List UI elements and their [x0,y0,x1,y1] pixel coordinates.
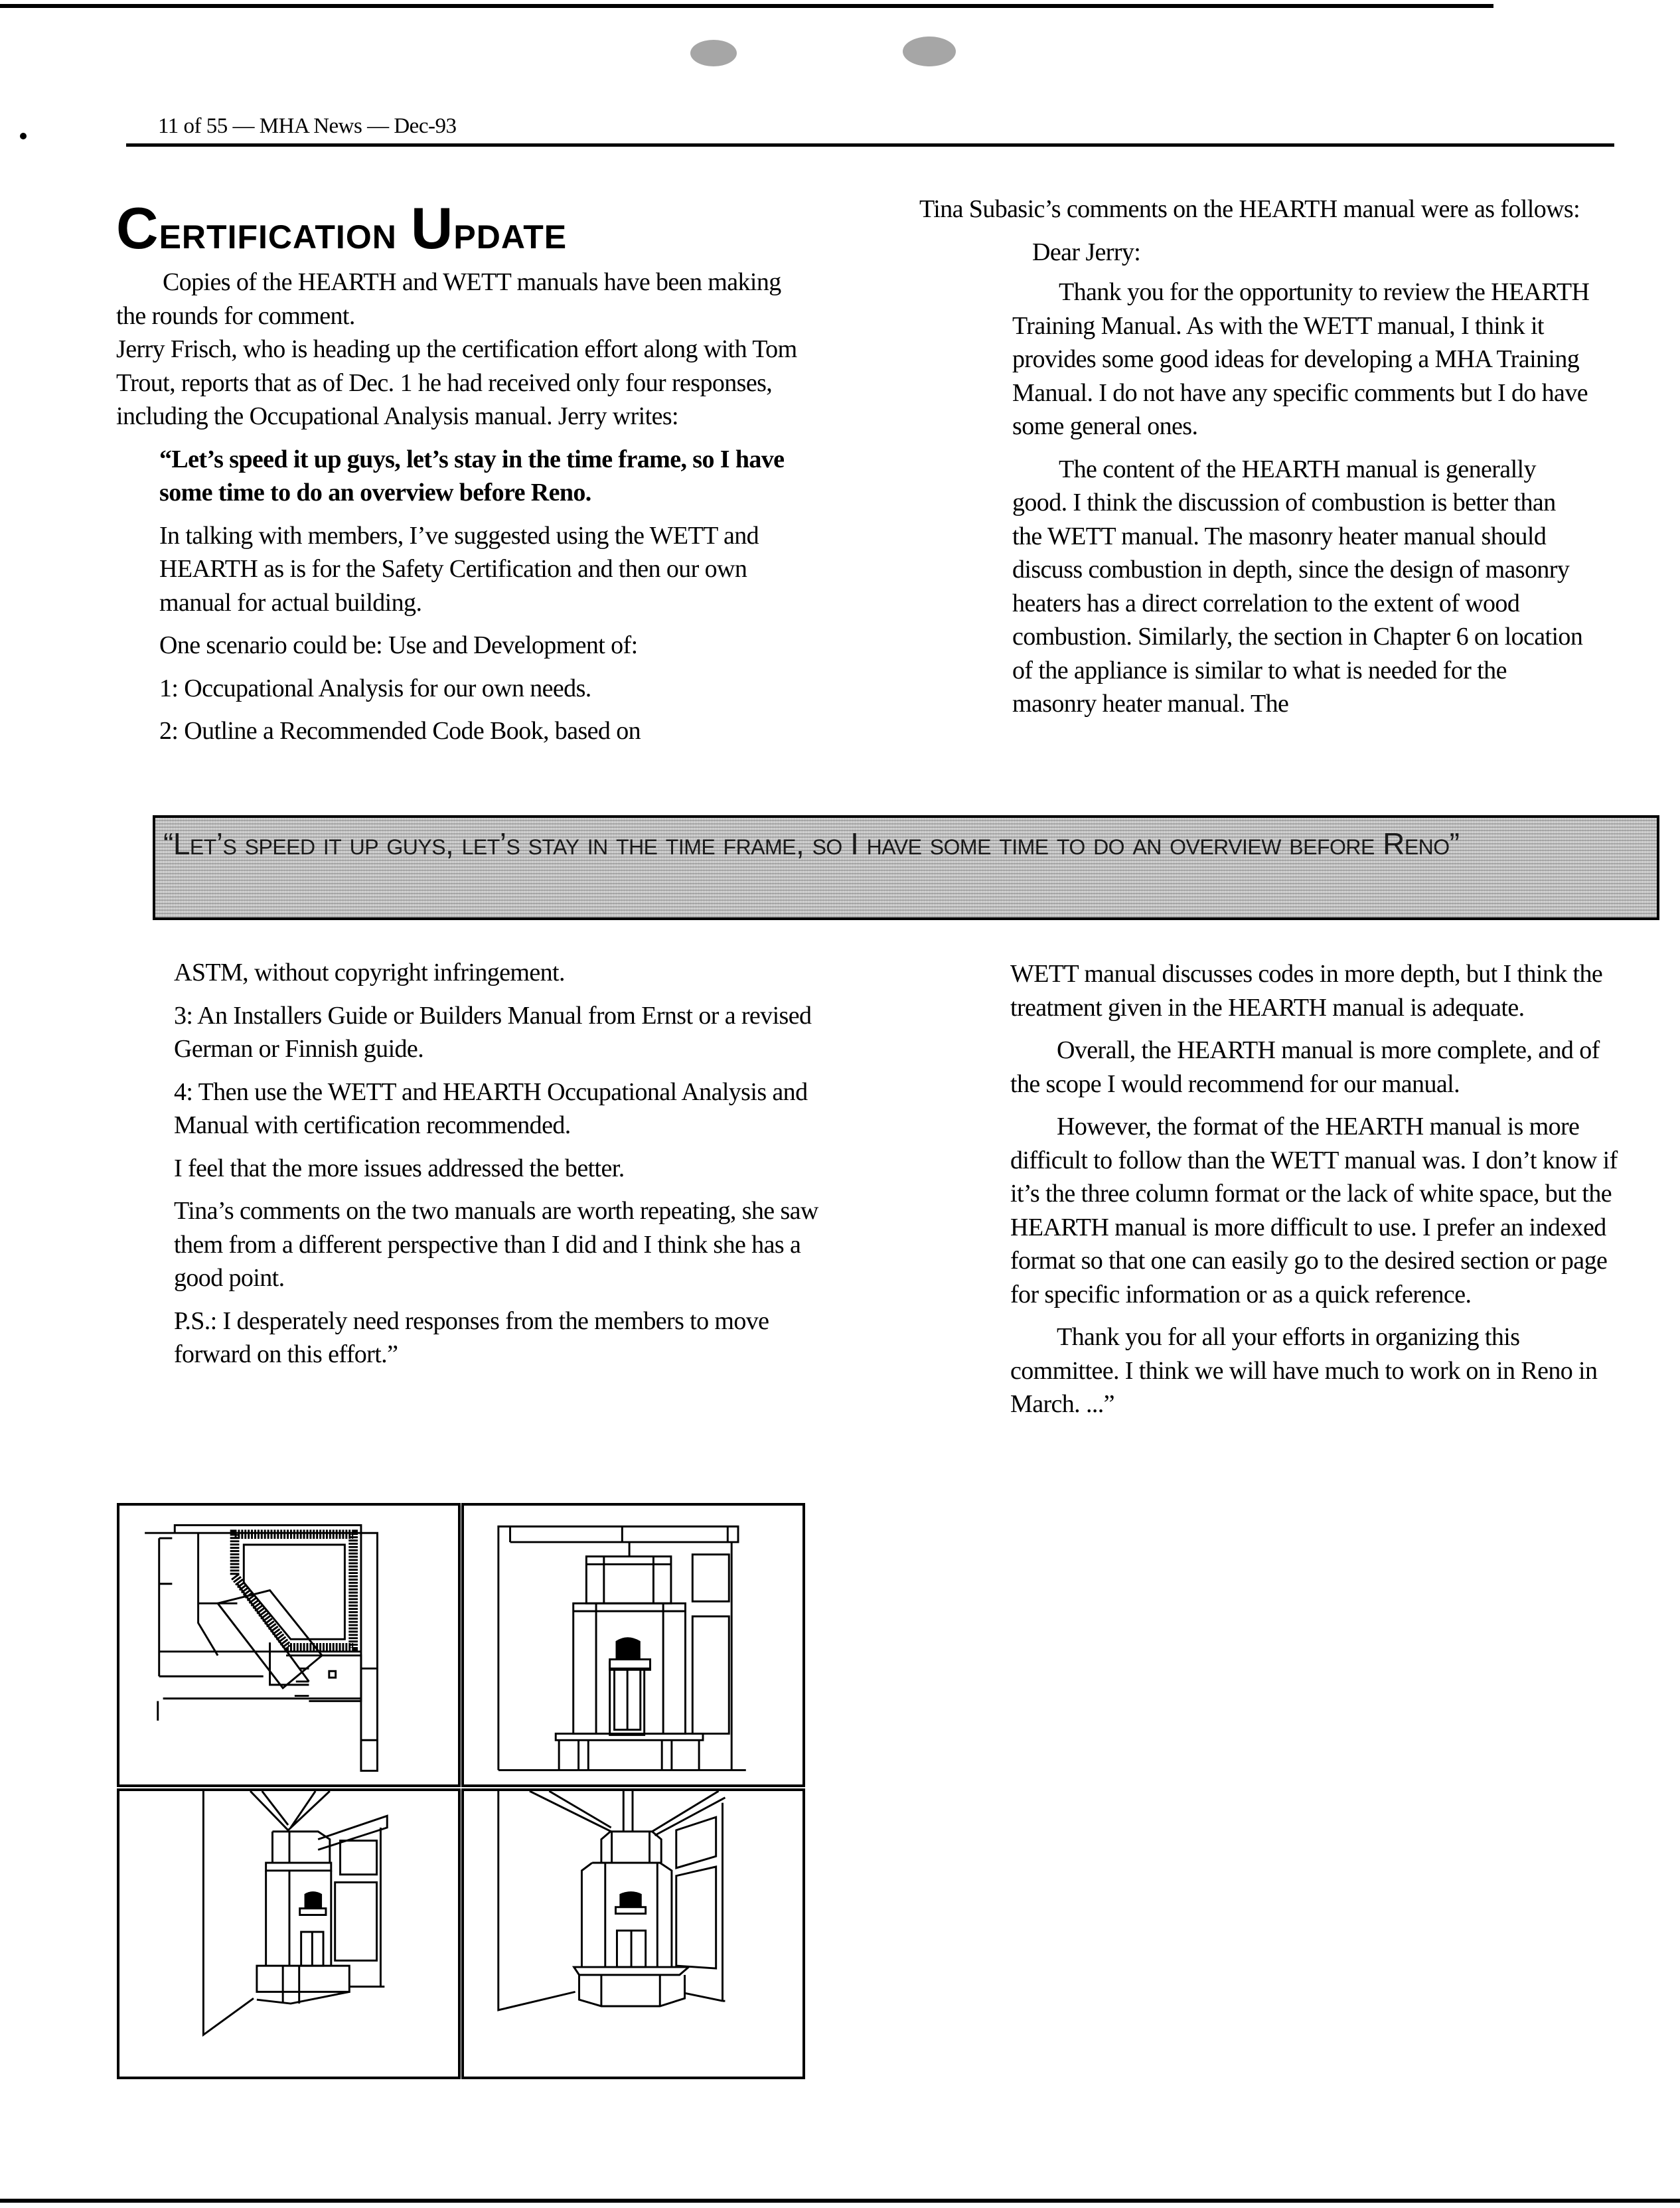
heater-front-elevation [461,1503,805,1787]
tina-letter-salutation: Dear Jerry: [1032,238,1141,266]
jerry-quote-paragraph: I feel that the more issues addressed the better. [174,1154,625,1182]
tina-letter-paragraph: Thank you for the opportunity to review the HEARTH Training Manual. As with the WETT manual, I think it provides some good ideas for developing a MHA Training Manual. I do not have any specific comments but I do have some general ones. [1012,278,1590,440]
article-title [116,195,568,261]
title-initial: U [410,195,454,261]
corner-heater-floor-plan [117,1503,461,1787]
jerry-quote-item: 4: Then use the WETT and HEARTH Occupational Analysis and Manual with certification recommended. [174,1077,808,1139]
jerry-quote-paragraph: One scenario could be: Use and Development of: [159,631,638,659]
perspective-left-drawing [119,1791,458,2077]
title-initial: C [116,195,159,261]
tina-letter [873,276,1590,721]
intro-paragraph: Copies of the HEARTH and WETT manuals have been making the rounds for comment. [116,268,781,330]
tina-letter-salutation-wrap [873,236,1590,270]
tina-intro: Tina Subasic’s comments on the HEARTH manual were as follows: [919,195,1580,223]
left-column-bottom [174,956,838,1381]
right-column-top [873,193,1590,721]
heater-perspective-left [117,1788,461,2079]
jerry-quote-paragraph: In talking with members, I’ve suggested using the WETT and HEARTH as is for the Safety Certification and then our own manual for actual building. [159,521,759,617]
running-head: 11 of 55 — MHA News — Dec-93 [158,114,457,138]
elevation-drawing [464,1506,802,1784]
tina-letter-paragraph: However, the format of the HEARTH manual is more difficult to follow than the WETT manual was. I don’t know if it’s the three column format or the lack of white space, but the HEARTH manual is more difficult to use. I prefer an indexed format so that one can easily go to the desired section or page for specific information or as a quick reference. [1010,1113,1618,1308]
jerry-quote-opening: “Let’s speed it up guys, let’s stay in the time frame, so I have some time to do an overview before Reno. [159,445,785,507]
page-bottom-edge [0,2199,1680,2203]
left-column-top [116,266,806,757]
figures-grid [117,1503,1028,2079]
header-rule [126,143,1614,147]
tina-letter-paragraph: The content of the HEARTH manual is generally good. I think the discussion of combustion is better than the WETT manual. The masonry heater manual should discuss combustion in depth, since the design of masonry heaters has a direct correlation to the extent of wood combustion. Similarly, the section in Chapter 6 on location of the appliance is similar to what is needed for the masonry heater manual. The [1012,455,1583,718]
jerry-quote-postscript: P.S.: I desperately need responses from the members to move forward on this effort.” [174,1306,769,1368]
jerry-quote-paragraph: ASTM, without copyright infringement. [174,959,565,986]
intro-paragraph: Jerry Frisch, who is heading up the certification effort along with Tom Trout, reports that as of Dec. 1 he had received only four responses, including the Occupational Analysis manual. Jerry writes: [116,335,797,430]
pull-quote-banner: “Let’s speed it up guys, let’s stay in the time frame, so I have some time to do an overview before Reno” [153,815,1659,920]
tina-letter-closing: Thank you for all your efforts in organizing this committee. I think we will have much to work on in Reno in March. ...” [1010,1323,1598,1418]
title-word: ertification [159,206,397,259]
heater-perspective-front [461,1788,805,2079]
title-word: pdate [453,206,568,259]
jerry-quote-item: 1: Occupational Analysis for our own needs. [159,674,591,702]
scan-noise [20,133,27,139]
right-column-bottom [1010,957,1621,1421]
page-top-edge [0,4,1493,8]
jerry-quote [116,443,806,748]
floor-plan-drawing [119,1506,458,1784]
jerry-quote-paragraph: Tina’s comments on the two manuals are worth repeating, she saw them from a different perspective than I did and I think she has a good point. [174,1197,818,1292]
perspective-front-drawing [464,1791,802,2077]
tina-letter-paragraph: WETT manual discusses codes in more depth, but I think the treatment given in the HEARTH manual is adequate. [1010,960,1603,1022]
jerry-quote-item: 2: Outline a Recommended Code Book, based on [159,717,641,745]
jerry-quote-item: 3: An Installers Guide or Builders Manual from Ernst or a revised German or Finnish guide. [174,1001,812,1063]
tina-letter-paragraph: Overall, the HEARTH manual is more complete, and of the scope I would recommend for our manual. [1010,1036,1600,1098]
scan-noise [903,37,956,66]
scan-noise [690,40,737,66]
